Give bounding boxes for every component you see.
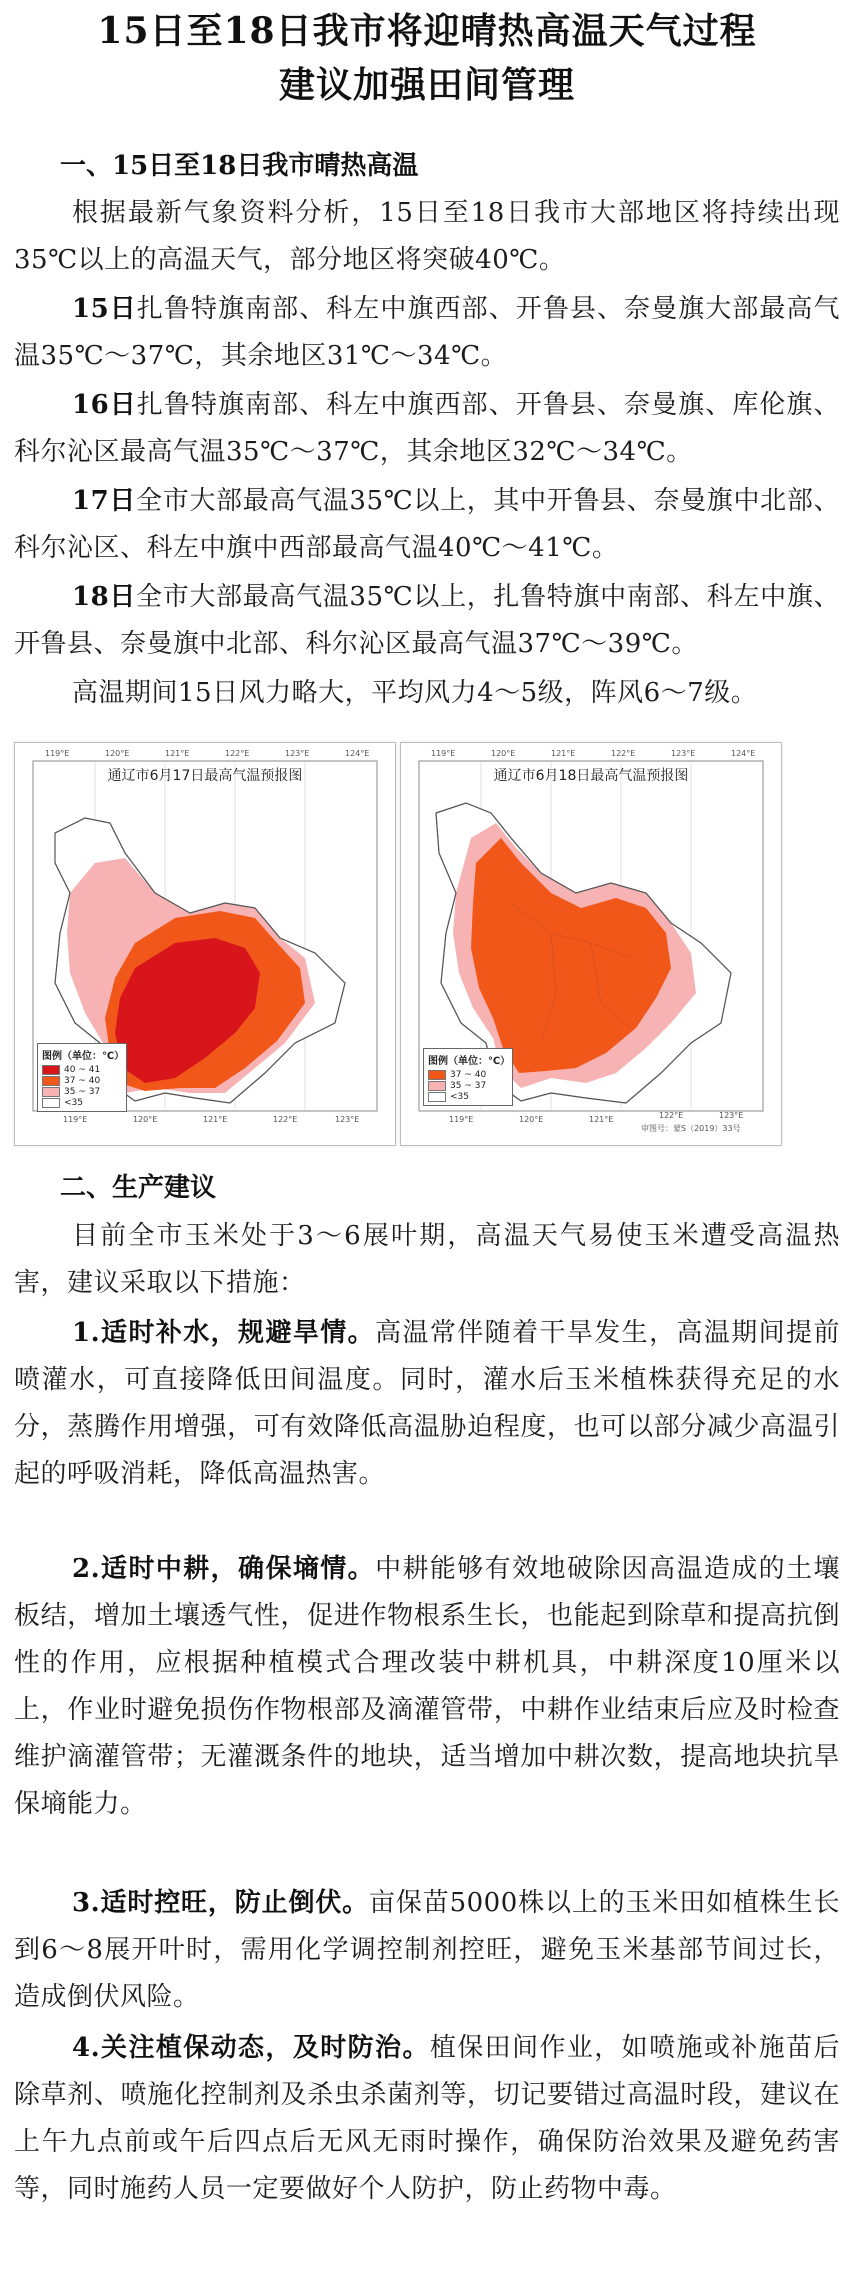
day16-text: 扎鲁特旗南部、科左中旗西部、开鲁县、奈曼旗、库伦旗、科尔沁区最高气温35℃～37℃，其余地区32℃～34℃。 — [14, 390, 840, 467]
tick-top: 122°E — [611, 749, 636, 758]
tick-top: 119°E — [45, 749, 70, 758]
day17-lead: 17日 — [72, 486, 137, 516]
measure3-lead: 3.适时控旺，防止倒伏。 — [72, 1888, 370, 1918]
legend-swatch — [428, 1081, 446, 1091]
day18-lead: 18日 — [72, 582, 137, 612]
tick-top: 120°E — [491, 749, 516, 758]
tick-bottom: 123°E — [719, 1111, 744, 1120]
tick-top: 123°E — [671, 749, 696, 758]
legend-row — [42, 1064, 122, 1075]
legend-label: 37 ~ 40 — [64, 1075, 101, 1086]
section2-heading: 二、生产建议 — [60, 1173, 217, 1203]
legend-swatch — [428, 1070, 446, 1080]
tick-top: 124°E — [345, 749, 370, 758]
legend-row — [428, 1091, 508, 1102]
legend-label: 37 ~ 40 — [450, 1069, 487, 1080]
legend-title: 图例（单位：℃） — [42, 1051, 125, 1062]
tick-top: 121°E — [165, 749, 190, 758]
map-june17-legend — [37, 1043, 127, 1112]
measure4-lead: 4.关注植保动态，及时防治。 — [72, 2033, 430, 2063]
tick-top: 119°E — [431, 749, 456, 758]
legend-swatch — [42, 1087, 60, 1097]
measure2-lead: 2.适时中耕，确保墒情。 — [72, 1554, 376, 1584]
wind-paragraph: 高温期间15日风力略大，平均风力4～5级，阵风6～7级。 — [72, 678, 758, 708]
tick-top: 121°E — [551, 749, 576, 758]
legend-row — [428, 1069, 508, 1080]
tick-bottom: 120°E — [519, 1115, 544, 1124]
tick-bottom: 120°E — [133, 1115, 158, 1124]
day16-paragraph — [14, 382, 840, 476]
measure3-text: 亩保苗5000株以上的玉米田如植株生长到6～8展开叶时，需用化学调控制剂控旺，避免玉米基部节间过长，造成倒伏风险。 — [14, 1888, 840, 2012]
tick-bottom: 121°E — [589, 1115, 614, 1124]
tick-top: 120°E — [105, 749, 130, 758]
measure1-paragraph — [14, 1310, 840, 1498]
legend-label: 35 ~ 37 — [64, 1086, 101, 1097]
measure3-paragraph — [14, 1880, 840, 2021]
legend-label: 40 ~ 41 — [64, 1064, 101, 1075]
legend-swatch — [42, 1098, 60, 1108]
day17-text: 全市大部最高气温35℃以上，其中开鲁县、奈曼旗中北部、科尔沁区、科左中旗中西部最高气温40℃～41℃。 — [14, 486, 840, 563]
legend-title: 图例（单位：℃） — [428, 1056, 511, 1067]
section1-heading: 一、15日至18日我市晴热高温 — [60, 151, 419, 181]
day15-lead: 15日 — [72, 294, 137, 324]
tick-bottom: 119°E — [449, 1115, 474, 1124]
tick-bottom: 122°E — [273, 1115, 298, 1124]
map-credit: 审图号：蒙S（2019）33号 — [641, 1124, 741, 1133]
day15-text: 扎鲁特旗南部、科左中旗西部、开鲁县、奈曼旗大部最高气温35℃～37℃，其余地区31℃～34℃。 — [14, 294, 840, 371]
section1-intro: 根据最新气象资料分析，15日至18日我市大部地区将持续出现35℃以上的高温天气，部分地区将突破40℃。 — [14, 198, 840, 275]
tick-top: 122°E — [225, 749, 250, 758]
map-june17 — [14, 742, 396, 1146]
day17-paragraph — [14, 478, 840, 572]
legend-swatch — [428, 1092, 446, 1102]
measure1-lead: 1.适时补水，规避旱情。 — [72, 1318, 376, 1348]
tick-top: 123°E — [285, 749, 310, 758]
legend-label: <35 — [64, 1097, 83, 1108]
legend-swatch — [42, 1065, 60, 1075]
page-title-line1: 15日至18日我市将迎晴热高温天气过程 — [97, 10, 757, 52]
legend-label: <35 — [450, 1091, 469, 1102]
tick-bottom: 121°E — [203, 1115, 228, 1124]
day16-lead: 16日 — [72, 390, 137, 420]
legend-swatch — [42, 1076, 60, 1086]
day18-paragraph — [14, 574, 840, 668]
section2-intro: 目前全市玉米处于3～6展叶期，高温天气易使玉米遭受高温热害，建议采取以下措施： — [14, 1221, 840, 1298]
tick-bottom: 123°E — [335, 1115, 360, 1124]
measure2-text: 中耕能够有效地破除因高温造成的土壤板结，增加土壤透气性，促进作物根系生长，也能起到除草和提高抗倒性的作用，应根据种植模式合理改装中耕机具，中耕深度10厘米以上，作业时避免损伤作物根部及滴灌管带，中耕作业结束后应及时检查维护滴灌管带；无灌溉条件的地块，适当增加中耕次数，提高地块抗旱保墒能力。 — [14, 1554, 840, 1819]
map-june18-title: 通辽市6月18日最高气温预报图 — [493, 768, 689, 784]
measure1-text: 高温常伴随着干旱发生，高温期间提前喷灌水，可直接降低田间温度。同时，灌水后玉米植株获得充足的水分，蒸腾作用增强，可有效降低高温胁迫程度，也可以部分减少高温引起的呼吸消耗，降低高温热害。 — [14, 1318, 840, 1489]
tick-bottom: 119°E — [63, 1115, 88, 1124]
map-june17-title: 通辽市6月17日最高气温预报图 — [107, 768, 303, 784]
measure4-text: 植保田间作业，如喷施或补施苗后除草剂、喷施化控制剂及杀虫杀菌剂等，切记要错过高温时段，建议在上午九点前或午后四点后无风无雨时操作，确保防治效果及避免药害等，同时施药人员一定要做好个人防护，防止药物中毒。 — [14, 2033, 840, 2204]
legend-row — [428, 1080, 508, 1091]
tick-bottom: 122°E — [659, 1111, 684, 1120]
day18-text: 全市大部最高气温35℃以上，扎鲁特旗中南部、科左中旗、开鲁县、奈曼旗中北部、科尔沁区最高气温37℃～39℃。 — [14, 582, 840, 659]
measure4-paragraph — [14, 2025, 840, 2213]
map-june18-legend — [423, 1048, 513, 1106]
legend-row — [42, 1097, 122, 1108]
legend-row — [42, 1086, 122, 1097]
page-title-line2: 建议加强田间管理 — [278, 64, 575, 106]
day15-paragraph — [14, 286, 840, 380]
legend-row — [42, 1075, 122, 1086]
tick-top: 124°E — [731, 749, 756, 758]
legend-label: 35 ~ 37 — [450, 1080, 487, 1091]
map-june18 — [400, 742, 782, 1146]
measure2-paragraph — [14, 1546, 840, 1828]
